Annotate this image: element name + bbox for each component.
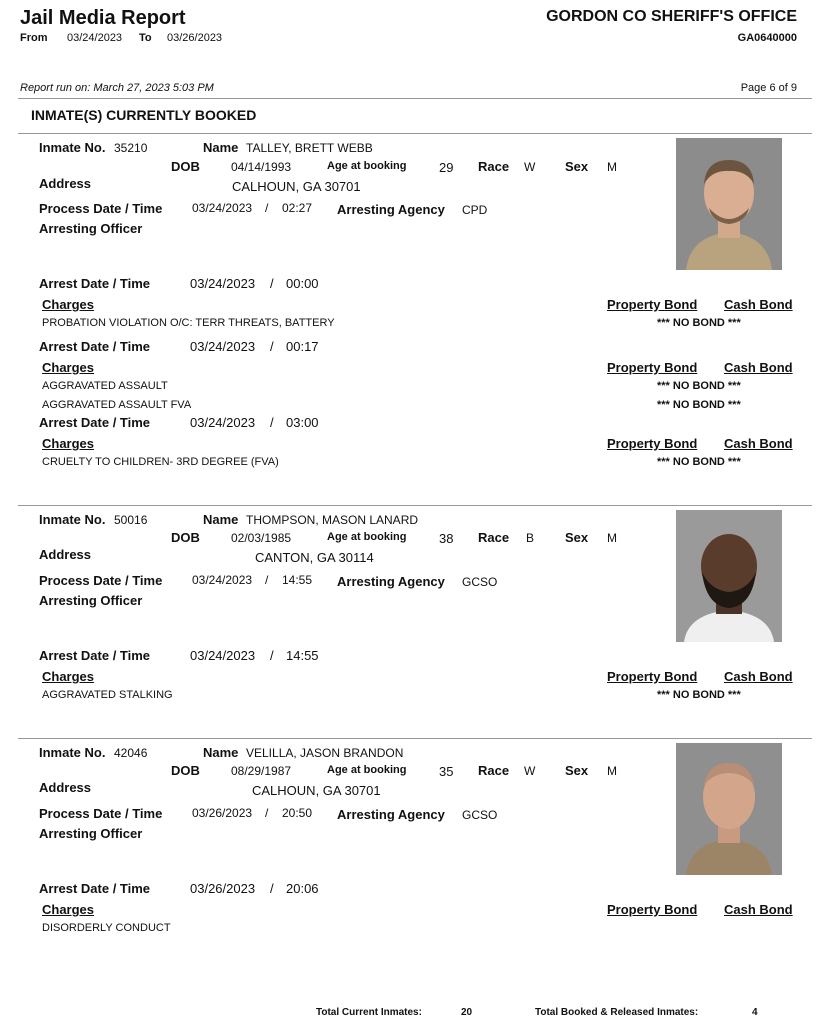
arrest-date: 03/24/2023 [190, 648, 256, 663]
property-bond-label: Property Bond [607, 669, 698, 684]
mugshot-placeholder-icon [676, 138, 782, 270]
agency-label: Arresting Agency [337, 807, 445, 822]
arrest-label: Arrest Date / Time [39, 648, 151, 663]
charge: AGGRAVATED ASSAULT FVA [42, 399, 192, 411]
address-label: Address [39, 547, 92, 562]
inmate-no-label: Inmate No. [39, 745, 106, 760]
inmate-photo [676, 510, 782, 642]
charge: AGGRAVATED ASSAULT [42, 380, 168, 392]
slash: / [265, 201, 269, 215]
arrest-date: 03/24/2023 [190, 276, 256, 291]
arresting-agency: GCSO [462, 808, 498, 822]
address: CANTON, GA 30114 [255, 550, 374, 565]
slash: / [265, 806, 269, 820]
sex-label: Sex [565, 530, 589, 545]
slash: / [270, 881, 274, 896]
sex-label: Sex [565, 159, 589, 174]
cash-bond-label: Cash Bond [724, 902, 793, 917]
dob: 08/29/1987 [231, 764, 292, 778]
mugshot-placeholder-icon [676, 510, 782, 642]
property-bond-label: Property Bond [607, 902, 698, 917]
total-current-value: 20 [461, 1007, 473, 1018]
inmate-no-label: Inmate No. [39, 140, 106, 155]
address-label: Address [39, 176, 92, 191]
property-bond-label: Property Bond [607, 436, 698, 451]
age-label: Age at booking [327, 531, 407, 543]
bond-status: *** NO BOND *** [657, 689, 741, 701]
arrest-label: Arrest Date / Time [39, 276, 151, 291]
charges-label: Charges [42, 669, 95, 684]
inmate-no: 42046 [114, 746, 148, 760]
charge: CRUELTY TO CHILDREN- 3RD DEGREE (FVA) [42, 456, 279, 468]
dob: 04/14/1993 [231, 160, 292, 174]
bond-status: *** NO BOND *** [657, 380, 741, 392]
to-date: 03/26/2023 [167, 32, 223, 44]
process-label: Process Date / Time [39, 806, 163, 821]
slash: / [270, 648, 274, 663]
process-time: 14:55 [282, 573, 313, 587]
bond-status: *** NO BOND *** [657, 399, 741, 411]
inmate-name: THOMPSON, MASON LANARD [246, 513, 419, 527]
arrest-time: 14:55 [286, 648, 319, 663]
arrest-time: 00:00 [286, 276, 319, 291]
arrest-date: 03/26/2023 [190, 881, 256, 896]
age-label: Age at booking [327, 160, 407, 172]
age: 38 [439, 531, 454, 546]
total-current-label: Total Current Inmates: [316, 1007, 422, 1018]
race: W [524, 764, 536, 778]
sex: M [607, 160, 617, 174]
name-label: Name [203, 140, 239, 155]
process-date: 03/26/2023 [192, 806, 253, 820]
dob-label: DOB [171, 530, 200, 545]
process-time: 20:50 [282, 806, 313, 820]
process-label: Process Date / Time [39, 201, 163, 216]
officer-label: Arresting Officer [39, 826, 143, 841]
total-booked-value: 4 [752, 1007, 758, 1018]
total-booked-label: Total Booked & Released Inmates: [535, 1007, 699, 1018]
section-divider [18, 133, 812, 134]
dob-label: DOB [171, 763, 200, 778]
arrest-label: Arrest Date / Time [39, 415, 151, 430]
arrest-time: 03:00 [286, 415, 319, 430]
dob-label: DOB [171, 159, 200, 174]
bond-status: *** NO BOND *** [657, 456, 741, 468]
race: B [526, 531, 535, 545]
age-label: Age at booking [327, 764, 407, 776]
arresting-agency: GCSO [462, 575, 498, 589]
name-label: Name [203, 512, 239, 527]
sex-label: Sex [565, 763, 589, 778]
address-label: Address [39, 780, 92, 795]
charges-label: Charges [42, 360, 95, 375]
record-divider [18, 738, 812, 739]
race-label: Race [478, 159, 510, 174]
inmate-photo [676, 138, 782, 270]
charge: AGGRAVATED STALKING [42, 689, 173, 701]
slash: / [265, 573, 269, 587]
charge: DISORDERLY CONDUCT [42, 922, 171, 934]
inmate-no: 50016 [114, 513, 148, 527]
address: CALHOUN, GA 30701 [252, 783, 381, 798]
process-time: 02:27 [282, 201, 313, 215]
arrest-date: 03/24/2023 [190, 415, 256, 430]
process-date: 03/24/2023 [192, 573, 253, 587]
charges-label: Charges [42, 436, 95, 451]
cash-bond-label: Cash Bond [724, 297, 793, 312]
inmate-no: 35210 [114, 141, 148, 155]
cash-bond-label: Cash Bond [724, 436, 793, 451]
process-date: 03/24/2023 [192, 201, 253, 215]
race-label: Race [478, 763, 510, 778]
arrest-label: Arrest Date / Time [39, 339, 151, 354]
charges-label: Charges [42, 297, 95, 312]
cash-bond-label: Cash Bond [724, 669, 793, 684]
page-number: Page 6 of 9 [740, 82, 797, 94]
agency-code: GA0640000 [737, 32, 797, 44]
inmate-photo [676, 743, 782, 875]
process-label: Process Date / Time [39, 573, 163, 588]
charge: PROBATION VIOLATION O/C: TERR THREATS, BATTERY [42, 317, 335, 329]
officer-label: Arresting Officer [39, 593, 143, 608]
arrest-label: Arrest Date / Time [39, 881, 151, 896]
from-date: 03/24/2023 [67, 32, 123, 44]
race: W [524, 160, 536, 174]
slash: / [270, 339, 274, 354]
officer-label: Arresting Officer [39, 221, 143, 236]
charges-label: Charges [42, 902, 95, 917]
mugshot-placeholder-icon [676, 743, 782, 875]
age: 29 [439, 160, 454, 175]
sex: M [607, 531, 617, 545]
age: 35 [439, 764, 454, 779]
agency-name: GORDON CO SHERIFF'S OFFICE [546, 8, 797, 25]
slash: / [270, 276, 274, 291]
inmate-no-label: Inmate No. [39, 512, 106, 527]
agency-label: Arresting Agency [337, 202, 445, 217]
bond-status: *** NO BOND *** [657, 317, 741, 329]
record-divider [18, 505, 812, 506]
name-label: Name [203, 745, 239, 760]
sex: M [607, 764, 617, 778]
address: CALHOUN, GA 30701 [232, 179, 361, 194]
arrest-date: 03/24/2023 [190, 339, 256, 354]
property-bond-label: Property Bond [607, 360, 698, 375]
inmate-name: VELILLA, JASON BRANDON [246, 746, 404, 760]
slash: / [270, 415, 274, 430]
dob: 02/03/1985 [231, 531, 292, 545]
cash-bond-label: Cash Bond [724, 360, 793, 375]
header-divider [18, 98, 812, 99]
arrest-time: 00:17 [286, 339, 319, 354]
property-bond-label: Property Bond [607, 297, 698, 312]
report-title: Jail Media Report [20, 7, 186, 29]
from-label: From [20, 32, 48, 44]
inmate-name: TALLEY, BRETT WEBB [246, 141, 373, 155]
race-label: Race [478, 530, 510, 545]
section-title: INMATE(S) CURRENTLY BOOKED [31, 107, 257, 123]
arrest-time: 20:06 [286, 881, 319, 896]
report-run-on: Report run on: March 27, 2023 5:03 PM [20, 82, 214, 94]
agency-label: Arresting Agency [337, 574, 445, 589]
to-label: To [139, 32, 152, 44]
arresting-agency: CPD [462, 203, 488, 217]
